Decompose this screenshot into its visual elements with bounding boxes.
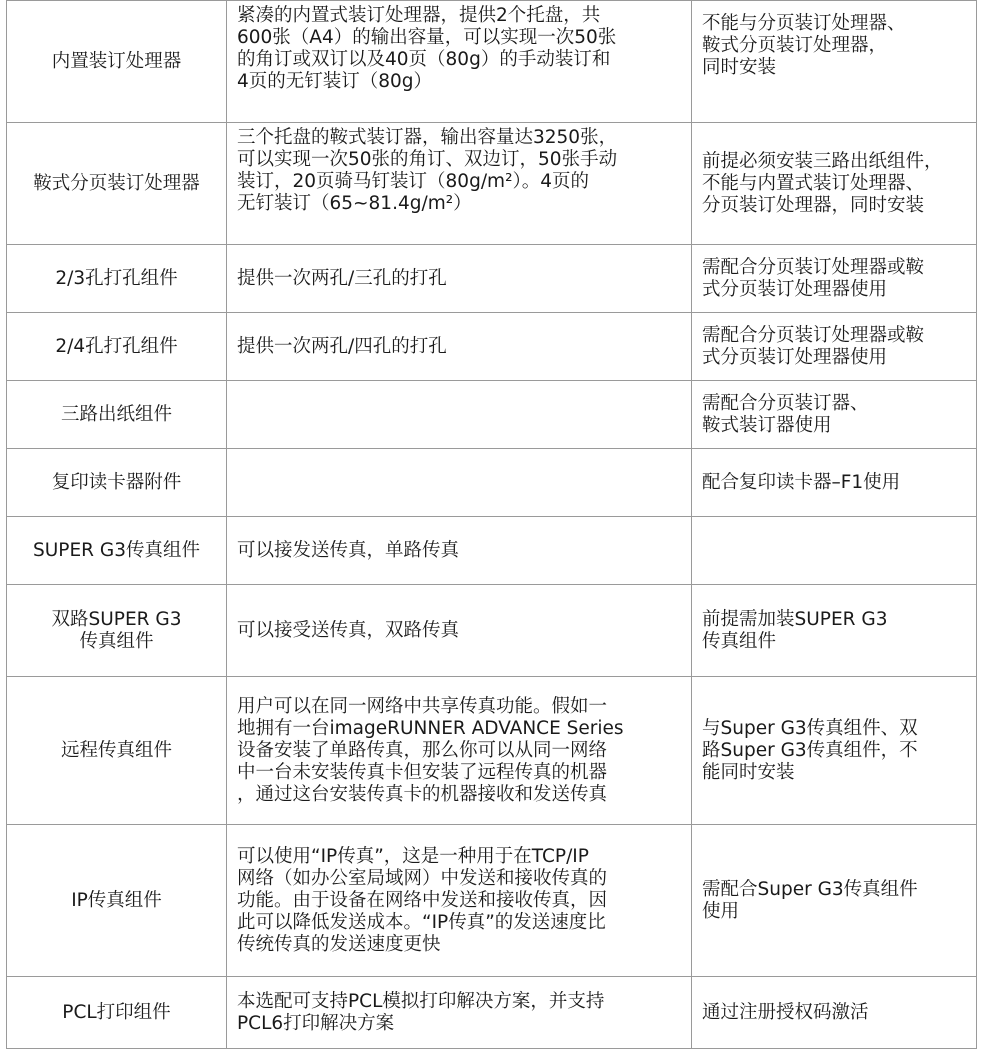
accessory-name: 2/4孔打孔组件	[7, 313, 227, 381]
accessory-table	[6, 0, 977, 1049]
accessory-description	[227, 381, 692, 449]
table-row	[7, 677, 977, 825]
accessory-description: 提供一次两孔/四孔的打孔	[227, 313, 692, 381]
accessory-description: 可以接发送传真，单路传真	[227, 517, 692, 585]
table-row	[7, 977, 977, 1049]
table-row	[7, 245, 977, 313]
accessory-remarks: 需配合分页装订处理器或鞍 式分页装订处理器使用	[692, 313, 977, 381]
table-row	[7, 381, 977, 449]
accessory-description: 用户可以在同一网络中共享传真功能。假如一 地拥有一台imageRUNNER ADVANCE Series 设备安装了单路传真，那么你可以从同一网络 中一台未安装传真卡但安装了远程传真的机器 ，通过这台安装传真卡的机器接收和发送传真	[227, 677, 692, 825]
accessory-description: 紧凑的内置式装订处理器，提供2个托盘，共 600张（A4）的输出容量，可以实现一次50张 的角订或双订以及40页（80g）的手动装订和 4页的无钉装订（80g）	[227, 1, 692, 123]
table-row	[7, 123, 977, 245]
accessory-description: 本选配可支持PCL模拟打印解决方案，并支持 PCL6打印解决方案	[227, 977, 692, 1049]
accessory-name: 三路出纸组件	[7, 381, 227, 449]
accessory-name: 远程传真组件	[7, 677, 227, 825]
accessory-remarks: 需配合分页装订器、 鞍式装订器使用	[692, 381, 977, 449]
table-row	[7, 517, 977, 585]
accessory-name: 复印读卡器附件	[7, 449, 227, 517]
table-row	[7, 313, 977, 381]
accessory-description: 可以使用“IP传真”，这是一种用于在TCP/IP 网络（如办公室局域网）中发送和接收传真的 功能。由于设备在网络中发送和接收传真，因 此可以降低发送成本。“IP传真”的发送速度比 传统传真的发送速度更快	[227, 825, 692, 977]
accessory-remarks: 配合复印读卡器–F1使用	[692, 449, 977, 517]
accessory-name: 2/3孔打孔组件	[7, 245, 227, 313]
accessory-remarks: 前提必须安装三路出纸组件， 不能与内置式装订处理器、 分页装订处理器，同时安装	[692, 123, 977, 245]
accessory-name: 鞍式分页装订处理器	[7, 123, 227, 245]
accessory-name: IP传真组件	[7, 825, 227, 977]
accessory-remarks: 与Super G3传真组件、双 路Super G3传真组件，不 能同时安装	[692, 677, 977, 825]
accessory-remarks: 不能与分页装订处理器、 鞍式分页装订处理器， 同时安装	[692, 1, 977, 123]
accessory-description: 可以接受送传真，双路传真	[227, 585, 692, 677]
accessory-name: SUPER G3传真组件	[7, 517, 227, 585]
accessory-name: 双路SUPER G3 传真组件	[7, 585, 227, 677]
accessory-description: 提供一次两孔/三孔的打孔	[227, 245, 692, 313]
table-row	[7, 449, 977, 517]
accessory-remarks: 通过注册授权码激活	[692, 977, 977, 1049]
accessory-remarks	[692, 517, 977, 585]
accessory-name: 内置装订处理器	[7, 1, 227, 123]
accessory-remarks: 前提需加装SUPER G3 传真组件	[692, 585, 977, 677]
table-row	[7, 585, 977, 677]
accessory-description	[227, 449, 692, 517]
accessory-remarks: 需配合分页装订处理器或鞍 式分页装订处理器使用	[692, 245, 977, 313]
accessory-description: 三个托盘的鞍式装订器，输出容量达3250张， 可以实现一次50张的角订、双边订，50张手动 装订，20页骑马钉装订（80g/m²）。4页的 无钉装订（65~81.4g/m²）	[227, 123, 692, 245]
table-row	[7, 825, 977, 977]
accessory-remarks: 需配合Super G3传真组件 使用	[692, 825, 977, 977]
accessory-name: PCL打印组件	[7, 977, 227, 1049]
table-row	[7, 1, 977, 123]
